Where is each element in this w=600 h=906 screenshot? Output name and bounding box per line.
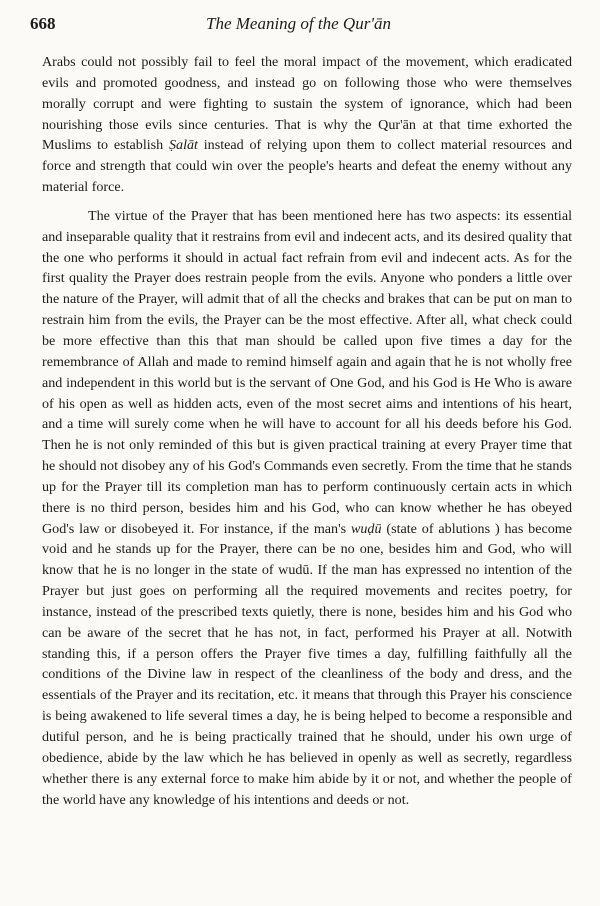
page-header	[30, 14, 570, 40]
salat-term: Ṣalāt	[168, 137, 198, 154]
paragraph-1-text-a: Arabs could not possibly fail to feel the moral impact of the movement, which eradicated evils and promoted goodness, and instead go on following those who were themselves morally corrupt and were fighting to sustain the system of ignorance, which had been nourishing those evils since centuries. That is why the Qur'ān at that time exhorted the Muslims to establish	[42, 54, 572, 154]
paragraph-1-text-b: instead of relying upon them to collect material resources and force and strength that could win over the people's hearts and defeat the enemy without any material force.	[42, 137, 572, 196]
paragraph-1	[42, 52, 572, 198]
page-number: 668	[30, 14, 56, 33]
wudu-term: wuḍū	[350, 520, 382, 537]
running-title: The Meaning of the Qur'ān	[206, 14, 391, 33]
paragraph-2	[42, 206, 572, 810]
body-text	[42, 52, 572, 810]
paragraph-2-text-a: The virtue of the Prayer that has been mentioned here has two aspects: its essential and inseparable quality that it restrains from evil and indecent acts, and its desired quality that the one who performs it should in actual fact refrain from evil and indecent acts. As for the first quality the Prayer does restrain people from the evils. Anyone who ponders a little over the nature of the Prayer, will admit that of all the checks and brakes that can be put on man to restrain him from the evils, the Prayer can be the most effective. After all, what check could be more effective than this that man should be called upon five times a day for the remembrance of Allah and made to remind himself again and again that he is not wholly free and independent in this world but is the servant of One God, and his God is He Who is aware of his open as well as hidden acts, even of the most secret aims and intentions of his heart, and a time will surely come when he will have to account for all his deeds before his God. Then he is not only reminded of this but is given practical training at every Prayer time that he should not disobey any of his God's Commands even secretly. From the time that he stands up for the Prayer till its completion man has to perform continuously certain acts in which there is no third person, besides him and his God, who can know whether he has obeyed God's law or disobeyed it. For instance, if the man's	[42, 207, 572, 537]
paragraph-2-text-b: (state of ablutions ) has become void and he stands up for the Prayer, there can be no one, besides him and God, who will know that he is no longer in the state of wudū. If the man has expressed no intention of the Prayer but just goes on performing all the required movements and recites poetry, for instance, instead of the prescribed texts quietly, there is none, besides him and his God who can be aware of the secret that he has not, in fact, performed his Prayer at all. Notwith standing this, if a person offers the Prayer five times a day, fulfilling faithfully all the conditions of the Divine law in respect of the cleanliness of the body and dress, and the essentials of the Prayer and its recitation, etc. it means that through this Prayer his conscience is being awakened to life several times a day, he is being helped to become a responsible and dutiful person, and he is being practically trained that he should, under his own urge of obedience, abide by the law which he has believed in openly as well as secretly, regardless whether there is any external force to make him abide by it or not, and whether the people of the world have any knowledge of his intentions and deeds or not.	[42, 520, 572, 808]
